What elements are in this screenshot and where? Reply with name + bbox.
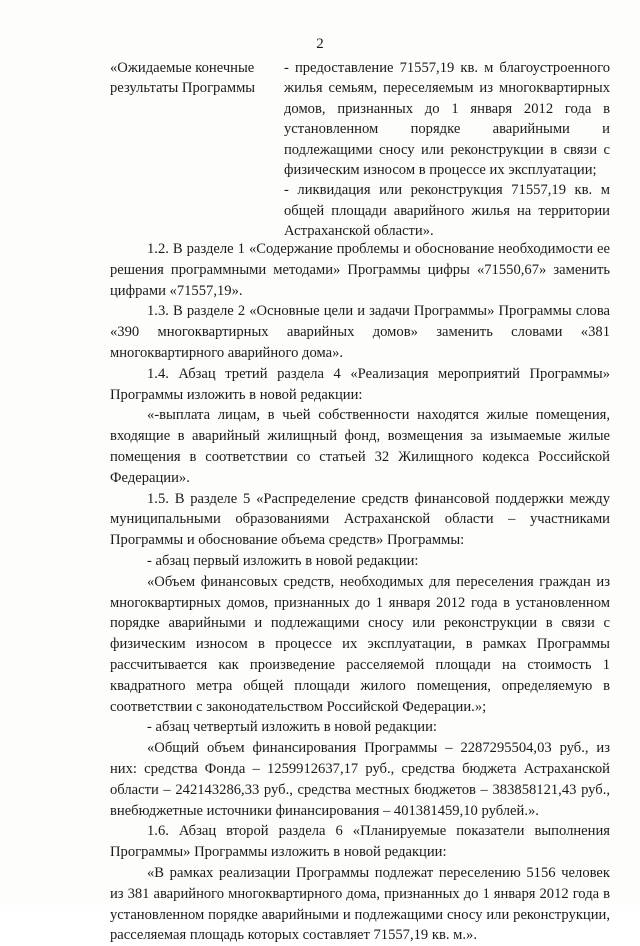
- paragraph-1-5-item-1: - абзац первый изложить в новой редакции:: [147, 552, 419, 569]
- expected-results-label: «Ожидаемые конечные результаты Программы: [110, 60, 256, 97]
- paragraph-1-5-item-2: - абзац четвертый изложить в новой редакции:: [147, 719, 437, 736]
- paragraph-1-5-quote-1: «Объем финансовых средств, необходимых для переселения граждан из многоквартирных домов, признанных до 1 января 2012 года в установленном порядке аварийными и подлежащими сносу или реконструкции в связи с физическим износом в процессе их эксплуатации, в рамках Программы рассчитывается как произведение расселяемой площади на стоимость 1 квадратного метра общей площади жилого помещения, определяемую в соответствии с законодательством Российской Федерации.»;: [110, 573, 610, 715]
- paragraph-1-5: 1.5. В разделе 5 «Распределение средств финансовой поддержки между муниципальными образованиями Астраханской области – участниками Программы и обоснование объема средств» Программы:: [110, 490, 610, 549]
- paragraph-1-4: 1.4. Абзац третий раздела 4 «Реализация мероприятий Программы» Программы изложить в новой редакции:: [110, 365, 610, 403]
- expected-result-item: - предоставление 71557,19 кв. м благоустроенного жилья семьям, переселяемым из многоквартирных домов, признанных до 1 января 2012 года в установленном порядке аварийными и подлежащими сносу или реконструкции в связи с физическим износом в процессе их эксплуатации;: [284, 60, 610, 179]
- paragraph-1-6-quote: «В рамках реализации Программы подлежат переселению 5156 человек из 381 аварийного многоквартирного дома, признанных до 1 января 2012 года в установленном порядке аварийными и подлежащими сносу или реконструкции, расселяемая площадь которых составляет 71557,19 кв. м.».: [110, 864, 610, 944]
- document-body: [110, 239, 610, 946]
- page-number: 2: [316, 36, 324, 52]
- paragraph-1-4-quote: «-выплата лицам, в чьей собственности находятся жилые помещения, входящие в аварийный жилищный фонд, возмещения за изымаемые жилые помещения в соответствии со статьей 32 Жилищного кодекса Российской Федерации».: [110, 407, 610, 486]
- paragraph-1-3: 1.3. В разделе 2 «Основные цели и задачи Программы» Программы слова «390 многоквартирных аварийных домов» заменить словами «381 многоквартирного аварийного дома».: [110, 303, 610, 361]
- paragraph-1-2: 1.2. В разделе 1 «Содержание проблемы и обоснование необходимости ее решения программными методами» Программы цифры «71550,67» заменить цифрами «71557,19».: [110, 241, 610, 299]
- paragraph-1-6: 1.6. Абзац второй раздела 6 «Планируемые показатели выполнения Программы» Программы изложить в новой редакции:: [110, 823, 610, 861]
- expected-results-list: [284, 58, 610, 242]
- paragraph-1-5-quote-2: «Общий объем финансирования Программы – 2287295504,03 руб., из них: средства Фонда – 1259912637,17 руб., средства бюджета Астраханской области – 242143286,33 руб., средства местных бюджетов – 383858121,43 руб., внебюджетные источники финансирования – 401381459,10 рублей.».: [110, 740, 610, 819]
- expected-result-item: - ликвидация или реконструкция 71557,19 кв. м общей площади аварийного жилья на территории Астраханской области».: [284, 182, 610, 240]
